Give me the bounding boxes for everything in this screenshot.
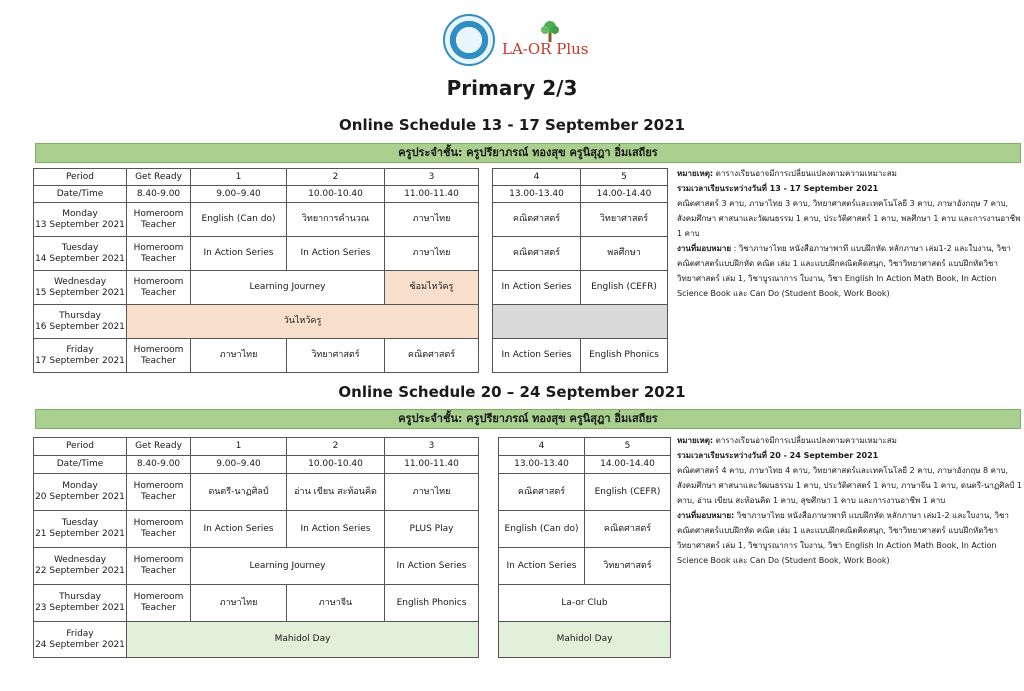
subject-cell: PLUS Play — [385, 511, 479, 548]
subject-cell: English (CEFR) — [581, 271, 668, 305]
table-row — [499, 548, 671, 585]
time-cell: 13.00-13.40 — [493, 186, 581, 203]
subject-cell: คณิตศาสตร์ — [493, 203, 581, 237]
subject-cell: ซ้อมไหว้ครู — [385, 271, 479, 305]
subject-cell: English (Can do) — [499, 511, 585, 548]
subject-cell: In Action Series — [287, 237, 385, 271]
table-row — [499, 474, 671, 511]
week1-title: Online Schedule 13 - 17 September 2021 — [339, 116, 685, 134]
table-row — [499, 585, 671, 622]
total-text: คณิตศาสตร์ 4 คาบ, ภาษาไทย 4 คาบ, วิทยาศาสตร์และเทคโนโลยี 2 คาบ, ภาษาอังกฤษ 8 คาบ, สังคมศึกษา ศาสนาและวัฒนธรรม 1 คาบ, ประวัติศาสตร์ 1 คาบ, ภาษาจีน 1 คาบ, ดนตรี-นาฏศิลป์ 1 คาบ, อ่าน เขียน สะท้อนคิด 1 คาบ, สุขศึกษา 1 คาบ และการงานอาชีพ 1 คาบ — [677, 466, 1022, 505]
remark-line: หมายเหตุ: ตารางเรียนอาจมีการเปลี่ยนแปลงตามความเหมาะสม — [677, 436, 897, 445]
header-cell: Period — [34, 438, 127, 456]
get-ready-cell: Homeroom Teacher — [127, 203, 191, 237]
subject-cell: In Action Series — [191, 511, 287, 548]
subject-cell: ภาษาจีน — [287, 585, 385, 622]
get-ready-cell: Homeroom Teacher — [127, 474, 191, 511]
table-row — [493, 305, 668, 339]
special-day-cell: Mahidol Day — [127, 622, 479, 658]
table-row — [493, 203, 668, 237]
week2-teacher-bar: ครูประจำชั้น: ครูปรียาภรณ์ ทองสุข ครูนิสุฎา อิ่มเสถียร — [35, 409, 1021, 429]
time-cell: 11.00-11.40 — [385, 186, 479, 203]
subject-cell: วิทยาศาสตร์ — [585, 548, 671, 585]
subject-cell: ดนตรี-นาฏศิลป์ — [191, 474, 287, 511]
subject-cell: In Action Series — [385, 548, 479, 585]
tree-icon — [540, 20, 560, 42]
table-row — [499, 438, 671, 456]
week1-notes — [677, 166, 1023, 301]
school-logo — [443, 14, 495, 66]
table-row — [493, 271, 668, 305]
table-row — [34, 474, 479, 511]
get-ready-cell: Homeroom Teacher — [127, 271, 191, 305]
subject-cell: อ่าน เขียน สะท้อนคิด — [287, 474, 385, 511]
total-label: รวมเวลาเรียนระหว่างวันที่ 20 - 24 September 2021 — [677, 451, 879, 460]
table-row — [493, 186, 668, 203]
day-cell: Tuesday 14 September 2021 — [34, 237, 127, 271]
subject-cell: คณิตศาสตร์ — [493, 237, 581, 271]
table-row — [493, 169, 668, 186]
total-label: รวมเวลาเรียนระหว่างวันที่ 13 - 17 September 2021 — [677, 184, 879, 193]
table-row — [34, 456, 479, 474]
subject-cell: วิทยาการคำนวณ — [287, 203, 385, 237]
get-ready-cell: Homeroom Teacher — [127, 585, 191, 622]
day-cell: Friday 24 September 2021 — [34, 622, 127, 658]
subject-cell: English Phonics — [385, 585, 479, 622]
get-ready-cell: Homeroom Teacher — [127, 339, 191, 373]
table-row — [34, 169, 479, 186]
header-cell: 1 — [191, 438, 287, 456]
subject-cell: In Action Series — [499, 548, 585, 585]
subject-cell: คณิตศาสตร์ — [385, 339, 479, 373]
table-row — [34, 548, 479, 585]
table-row — [34, 203, 479, 237]
header-cell: 2 — [287, 438, 385, 456]
get-ready-cell: Homeroom Teacher — [127, 511, 191, 548]
special-day-cell: Mahidol Day — [499, 622, 671, 658]
time-cell: 8.40-9.00 — [127, 186, 191, 203]
time-cell: 8.40-9.00 — [127, 456, 191, 474]
table-row — [34, 622, 479, 658]
subject-cell: พลศึกษา — [581, 237, 668, 271]
time-cell: Date/Time — [34, 186, 127, 203]
subject-cell: คณิตศาสตร์ — [585, 511, 671, 548]
header-cell: Get Ready — [127, 169, 191, 186]
week2-notes — [677, 433, 1023, 568]
week1-morning-table — [33, 168, 479, 373]
subject-cell: ภาษาไทย — [385, 474, 479, 511]
subject-cell: In Action Series — [191, 237, 287, 271]
week2-title: Online Schedule 20 – 24 September 2021 — [338, 383, 686, 401]
time-cell: 10.00-10.40 — [287, 456, 385, 474]
table-row — [34, 585, 479, 622]
header-cell: 4 — [499, 438, 585, 456]
table-row — [499, 622, 671, 658]
subject-cell: English (Can do) — [191, 203, 287, 237]
day-cell: Monday 13 September 2021 — [34, 203, 127, 237]
table-row — [493, 237, 668, 271]
week1-afternoon-table — [492, 168, 668, 373]
header-cell: 3 — [385, 438, 479, 456]
week2-afternoon-table — [498, 437, 671, 658]
table-row — [34, 438, 479, 456]
day-cell: Wednesday 15 September 2021 — [34, 271, 127, 305]
header-cell: 5 — [585, 438, 671, 456]
subject-cell: ภาษาไทย — [191, 339, 287, 373]
table-row — [34, 511, 479, 548]
day-cell: Tuesday 21 September 2021 — [34, 511, 127, 548]
table-row — [493, 339, 668, 373]
subject-cell: ภาษาไทย — [191, 585, 287, 622]
table-row — [34, 271, 479, 305]
time-cell: 11.00-11.40 — [385, 456, 479, 474]
header-logos — [0, 14, 1024, 74]
header-cell: 1 — [191, 169, 287, 186]
subject-cell: วิทยาศาสตร์ — [581, 203, 668, 237]
time-cell: 10.00-10.40 — [287, 186, 385, 203]
homework-line: งานที่มอบหมาย : วิชาภาษาไทย หนังสือภาษาพาที แบบฝึกหัด หลักภาษา เล่ม1-2 และใบงาน, วิชาคณิตศาสตร์แบบฝึกหัด คณิต เล่ม 1 และแบบฝึกคณิตคิดสนุก, วิชาวิทยาศาสตร์ แบบฝึกหัดวิชาวิทยาศาสตร์ เล่ม 1, วิชาบูรณาการ ใบงาน, วิชา English In Action Math Book, In Action Science Book และ Can Do (Student Book, Work Book) — [677, 244, 1011, 298]
brand-text: LA-OR Plus — [502, 40, 589, 58]
time-cell: 14.00-14.40 — [581, 186, 668, 203]
day-cell: Thursday 16 September 2021 — [34, 305, 127, 339]
subject-cell: La-or Club — [499, 585, 671, 622]
table-row — [34, 237, 479, 271]
week1-teacher-bar: ครูประจำชั้น: ครูปรียาภรณ์ ทองสุข ครูนิสุฎา อิ่มเสถียร — [35, 143, 1021, 163]
header-cell: Get Ready — [127, 438, 191, 456]
page-title: Primary 2/3 — [446, 76, 578, 100]
subject-cell: Learning Journey — [191, 271, 385, 305]
header-cell: 2 — [287, 169, 385, 186]
header-cell: 5 — [581, 169, 668, 186]
table-row — [34, 339, 479, 373]
table-row — [34, 186, 479, 203]
table-row — [34, 305, 479, 339]
time-cell: 14.00-14.40 — [585, 456, 671, 474]
get-ready-cell: Homeroom Teacher — [127, 548, 191, 585]
subject-cell: In Action Series — [287, 511, 385, 548]
subject-cell: ภาษาไทย — [385, 203, 479, 237]
subject-cell: In Action Series — [493, 271, 581, 305]
week2-morning-table — [33, 437, 479, 658]
time-cell: 9.00–9.40 — [191, 456, 287, 474]
subject-cell: Learning Journey — [191, 548, 385, 585]
subject-cell: วิทยาศาสตร์ — [287, 339, 385, 373]
subject-cell: English Phonics — [581, 339, 668, 373]
day-cell: Wednesday 22 September 2021 — [34, 548, 127, 585]
time-cell: 9.00–9.40 — [191, 186, 287, 203]
total-text: คณิตศาสตร์ 3 คาบ, ภาษาไทย 3 คาบ, วิทยาศาสตร์และเทคโนโลยี 3 คาบ, ภาษาอังกฤษ 7 คาบ, สังคมศึกษา ศาสนาและวัฒนธรรม 1 คาบ, ประวัติศาสตร์ 1 คาบ, พลศึกษา 1 คาบ และการงานอาชีพ 1 คาบ — [677, 199, 1021, 238]
day-cell: Monday 20 September 2021 — [34, 474, 127, 511]
table-row — [499, 456, 671, 474]
subject-cell: In Action Series — [493, 339, 581, 373]
header-cell: 4 — [493, 169, 581, 186]
subject-cell: ภาษาไทย — [385, 237, 479, 271]
table-row — [499, 511, 671, 548]
empty-cell — [493, 305, 668, 339]
remark-line: หมายเหตุ: ตารางเรียนอาจมีการเปลี่ยนแปลงตามความเหมาะสม — [677, 169, 897, 178]
subject-cell: คณิตศาสตร์ — [499, 474, 585, 511]
subject-cell: English (CEFR) — [585, 474, 671, 511]
holiday-cell: วันไหว้ครู — [127, 305, 479, 339]
time-cell: 13.00-13.40 — [499, 456, 585, 474]
time-cell: Date/Time — [34, 456, 127, 474]
day-cell: Friday 17 September 2021 — [34, 339, 127, 373]
get-ready-cell: Homeroom Teacher — [127, 237, 191, 271]
homework-line: งานที่มอบหมาย: วิชาภาษาไทย หนังสือภาษาพาที แบบฝึกหัด หลักภาษา เล่ม1-2 และใบงาน, วิชาคณิตศาสตร์แบบฝึกหัด คณิต เล่ม 1 และแบบฝึกคณิตคิดสนุก, วิชาวิทยาศาสตร์ แบบฝึกหัดวิชาวิทยาศาสตร์ เล่ม 1, วิชาบูรณาการ ใบงาน, วิชา English In Action Math Book, In Action Science Book และ Can Do (Student Book, Work Book) — [677, 511, 1009, 565]
la-or-plus-logo — [502, 20, 592, 66]
header-cell: Period — [34, 169, 127, 186]
header-cell: 3 — [385, 169, 479, 186]
day-cell: Thursday 23 September 2021 — [34, 585, 127, 622]
